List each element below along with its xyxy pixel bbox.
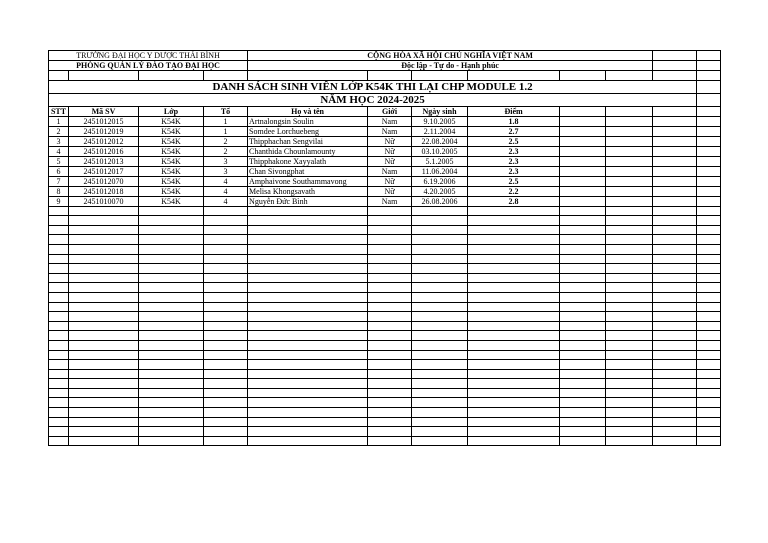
empty-row: [49, 436, 721, 446]
cell-lop: K54K: [139, 116, 204, 126]
academic-year: NĂM HỌC 2024-2025: [49, 93, 697, 106]
cell-stt: 8: [49, 186, 69, 196]
col-header-diem: Điểm: [468, 106, 560, 116]
col-header-stt: STT: [49, 106, 69, 116]
cell-ma-sv: 2451012018: [69, 186, 139, 196]
header-row-2: [49, 61, 721, 71]
cell-stt: 4: [49, 146, 69, 156]
cell-ma-sv: 2451012019: [69, 126, 139, 136]
cell-stt: 5: [49, 156, 69, 166]
university-name: TRƯỜNG ĐẠI HỌC Y DƯỢC THÁI BÌNH: [49, 51, 248, 61]
cell-ho-ten: Somdee Lorchuebeng: [248, 126, 368, 136]
table-row: [49, 156, 721, 166]
cell-stt: 6: [49, 166, 69, 176]
empty-row: [49, 408, 721, 418]
table-row: [49, 126, 721, 136]
cell-ho-ten: Amphaivone Southammavong: [248, 176, 368, 186]
cell-ngay-sinh: 03.10.2005: [412, 146, 468, 156]
cell-diem: 2.3: [468, 156, 560, 166]
empty-row: [49, 283, 721, 293]
cell-ma-sv: 2451012012: [69, 136, 139, 146]
column-header-row: [49, 106, 721, 116]
cell-stt: 2: [49, 126, 69, 136]
cell-diem: 2.5: [468, 176, 560, 186]
empty-row: [49, 379, 721, 389]
cell-to: 3: [204, 166, 248, 176]
cell-ngay-sinh: 4.20.2005: [412, 186, 468, 196]
empty-row: [49, 350, 721, 360]
cell-diem: 2.5: [468, 136, 560, 146]
cell-stt: 9: [49, 196, 69, 206]
empty-row: [49, 417, 721, 427]
cell-to: 4: [204, 196, 248, 206]
cell-gioi: Nữ: [368, 156, 412, 166]
empty-row: [49, 427, 721, 437]
cell-to: 4: [204, 176, 248, 186]
empty-row: [49, 331, 721, 341]
empty-row: [49, 273, 721, 283]
department-name: PHÒNG QUẢN LÝ ĐÀO TẠO ĐẠI HỌC: [49, 61, 248, 71]
cell-lop: K54K: [139, 176, 204, 186]
table-row: [49, 186, 721, 196]
cell-ho-ten: Thipphakone Xayyalath: [248, 156, 368, 166]
table-row: [49, 196, 721, 206]
cell-gioi: Nam: [368, 196, 412, 206]
cell-ho-ten: Melisa Khongsavath: [248, 186, 368, 196]
cell-ngay-sinh: 26.08.2006: [412, 196, 468, 206]
cell-lop: K54K: [139, 166, 204, 176]
title-row-2: [49, 93, 721, 106]
title-row-1: [49, 80, 721, 93]
cell-ngay-sinh: 5.1.2005: [412, 156, 468, 166]
cell-ma-sv: 2451012015: [69, 116, 139, 126]
cell-diem: 1.8: [468, 116, 560, 126]
col-header-ho-ten: Họ và tên: [248, 106, 368, 116]
table-row: [49, 136, 721, 146]
empty-row: [49, 292, 721, 302]
cell-lop: K54K: [139, 136, 204, 146]
cell-ho-ten: Thipphachan Sengvilai: [248, 136, 368, 146]
cell-diem: 2.3: [468, 146, 560, 156]
col-header-gioi: Giới: [368, 106, 412, 116]
page-title: DANH SÁCH SINH VIÊN LỚP K54K THI LẠI CHP MODULE 1.2: [49, 80, 697, 93]
cell-ngay-sinh: 11.06.2004: [412, 166, 468, 176]
cell-diem: 2.8: [468, 196, 560, 206]
cell-diem: 2.3: [468, 166, 560, 176]
empty-row: [49, 216, 721, 226]
spacer-row: [49, 71, 721, 81]
cell-stt: 1: [49, 116, 69, 126]
cell-gioi: Nam: [368, 126, 412, 136]
col-header-to: Tổ: [204, 106, 248, 116]
cell-lop: K54K: [139, 146, 204, 156]
empty-row: [49, 360, 721, 370]
cell-lop: K54K: [139, 196, 204, 206]
cell-ma-sv: 2451012070: [69, 176, 139, 186]
col-header-ma-sv: Mã SV: [69, 106, 139, 116]
empty-row: [49, 302, 721, 312]
table-row: [49, 176, 721, 186]
empty-row: [49, 254, 721, 264]
col-header-lop: Lớp: [139, 106, 204, 116]
cell-ma-sv: 2451010070: [69, 196, 139, 206]
cell-ngay-sinh: 22.08.2004: [412, 136, 468, 146]
national-motto: Độc lập - Tự do - Hạnh phúc: [248, 61, 653, 71]
header-row-1: [49, 51, 721, 61]
table-row: [49, 146, 721, 156]
empty-row: [49, 206, 721, 216]
cell-lop: K54K: [139, 156, 204, 166]
cell-to: 2: [204, 146, 248, 156]
empty-row: [49, 225, 721, 235]
empty-row: [49, 369, 721, 379]
cell-to: 2: [204, 136, 248, 146]
cell-stt: 3: [49, 136, 69, 146]
cell-gioi: Nam: [368, 166, 412, 176]
cell-ho-ten: Chan Sivongphat: [248, 166, 368, 176]
cell-diem: 2.7: [468, 126, 560, 136]
cell-lop: K54K: [139, 126, 204, 136]
cell-ma-sv: 2451012013: [69, 156, 139, 166]
cell-ho-ten: Chanthida Chounlamounty: [248, 146, 368, 156]
cell-ho-ten: Nguyễn Đức Bình: [248, 196, 368, 206]
cell-ho-ten: Artnalongsin Soulin: [248, 116, 368, 126]
cell-to: 3: [204, 156, 248, 166]
cell-ma-sv: 2451012017: [69, 166, 139, 176]
student-list-sheet: [48, 50, 721, 446]
table-row: [49, 116, 721, 126]
cell-gioi: Nữ: [368, 176, 412, 186]
cell-gioi: Nữ: [368, 136, 412, 146]
empty-row: [49, 235, 721, 245]
cell-ngay-sinh: 9.10.2005: [412, 116, 468, 126]
empty-row: [49, 398, 721, 408]
cell-to: 1: [204, 126, 248, 136]
cell-ngay-sinh: 6.19.2006: [412, 176, 468, 186]
cell-diem: 2.2: [468, 186, 560, 196]
empty-row: [49, 321, 721, 331]
cell-gioi: Nữ: [368, 186, 412, 196]
republic-name: CỘNG HÒA XÃ HỘI CHỦ NGHĨA VIỆT NAM: [248, 51, 653, 61]
cell-to: 4: [204, 186, 248, 196]
empty-row: [49, 388, 721, 398]
cell-lop: K54K: [139, 186, 204, 196]
table-row: [49, 166, 721, 176]
empty-row: [49, 340, 721, 350]
cell-ma-sv: 2451012016: [69, 146, 139, 156]
cell-stt: 7: [49, 176, 69, 186]
cell-gioi: Nữ: [368, 146, 412, 156]
empty-row: [49, 244, 721, 254]
cell-gioi: Nam: [368, 116, 412, 126]
cell-ngay-sinh: 2.11.2004: [412, 126, 468, 136]
empty-row: [49, 264, 721, 274]
col-header-ngay-sinh: Ngày sinh: [412, 106, 468, 116]
empty-row: [49, 312, 721, 322]
cell-to: 1: [204, 116, 248, 126]
